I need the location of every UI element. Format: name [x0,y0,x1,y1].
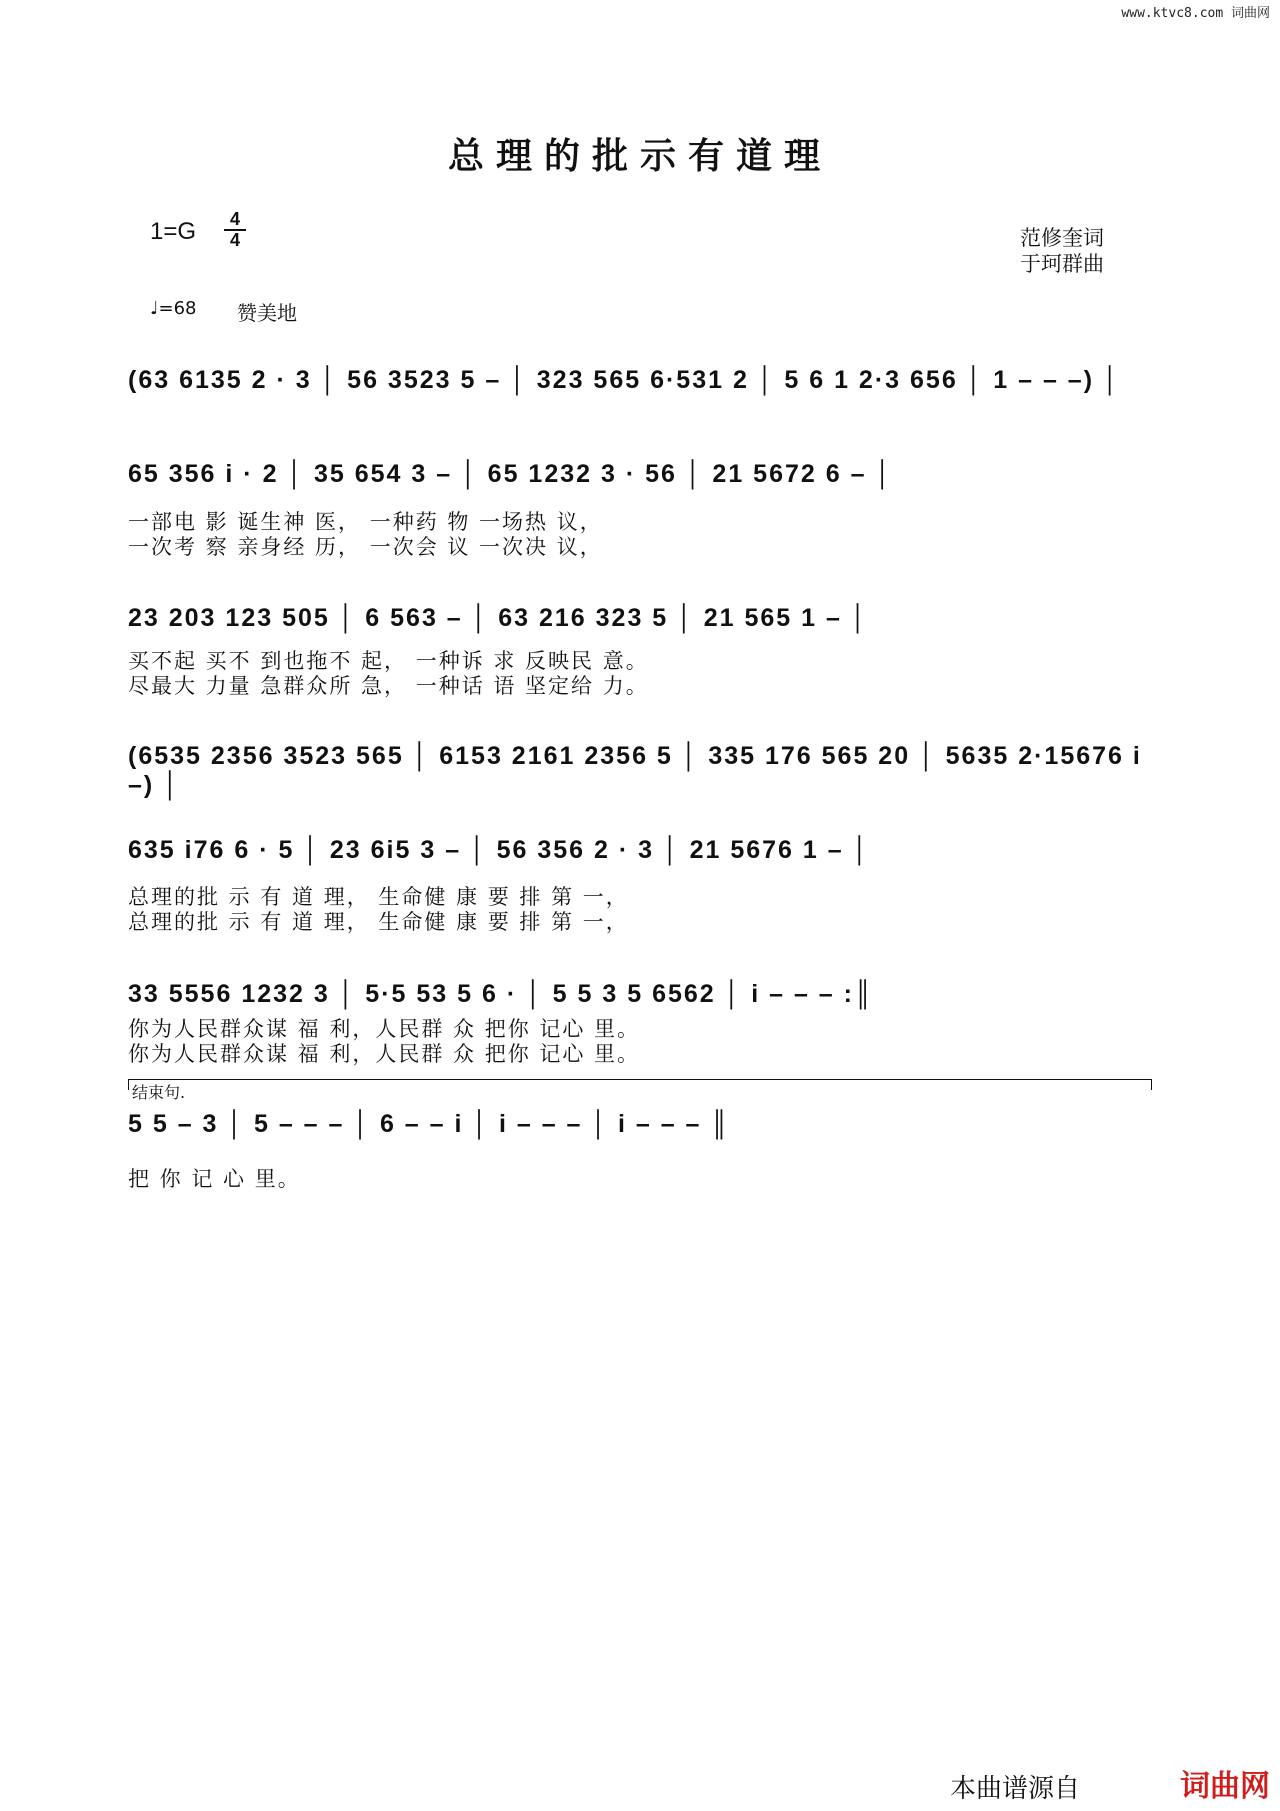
lyric-line-3-1: 买不起 买不 到也拖不 起， 一种诉 求 反映民 意。 [128,649,649,673]
lyric-line-6-1: 你为人民群众谋 福 利，人民群 众 把你 记心 里。 [128,1017,641,1041]
lyric-line-2-2: 一次考 察 亲身经 历， 一次会 议 一次决 议， [128,535,603,559]
staff-notes: 5 5 – 3 │ 5 – – – │ 6 – – i │ i – – – │ i – – – ║ [128,1110,731,1138]
lyric-line-2-1: 一部电 影 诞生神 医， 一种药 物 一场热 议， [128,510,603,534]
lyric-line-5-1: 总理的批 示 有 道 理， 生命健 康 要 排 第 一， [128,885,629,909]
key-signature: 1=G [150,218,197,245]
lyricist: 范修奎词 [1020,226,1104,250]
song-title: 总理的批示有道理 [447,135,832,177]
staff-notes: 635 i76 6 · 5 │ 23 6i5 3 – │ 56 356 2 · 3 │ 21 5676 1 – │ [128,836,871,864]
staff-notes: 33 5556 1232 3 │ 5·5 53 5 6 · │ 5 5 3 5 6562 │ i – – – :║ [128,980,874,1008]
tempo-marking: ♩=68 [150,298,197,319]
ending-label: 结束句. [132,1083,186,1102]
lyric-line-3-2: 尽最大 力量 急群众所 急， 一种话 语 坚定给 力。 [128,674,649,698]
time-signature-denominator: 4 [229,230,240,250]
time-signature [224,210,246,250]
lyric-line-5-2: 总理的批 示 有 道 理， 生命健 康 要 排 第 一， [128,910,629,934]
site-url: www.ktvc8.com 词曲网 [1121,6,1270,21]
expression-marking: 赞美地 [237,301,297,325]
staff-notes: 65 356 i · 2 │ 35 654 3 – │ 65 1232 3 · 56 │ 21 5672 6 – │ [128,460,894,488]
source-site-link[interactable]: 词曲网 [1180,1769,1270,1804]
composer: 于珂群曲 [1020,252,1104,276]
time-signature-numerator: 4 [224,210,246,231]
lyric-line-7-1: 把 你 记 心 里。 [128,1167,301,1191]
source-label: 本曲谱源自 [949,1774,1080,1804]
staff-notes: (6535 2356 3523 565 │ 6153 2161 2356 5 │ 335 176 565 20 │ 5635 2·15676 i –) │ [128,742,1142,799]
ending-bracket [128,1079,1152,1090]
staff-notes: 23 203 123 505 │ 6 563 – │ 63 216 323 5 │ 21 565 1 – │ [128,604,869,632]
staff-notes: (63 6135 2 · 3 │ 56 3523 5 – │ 323 565 6·531 2 │ 5 6 1 2·3 656 │ 1 – – –) │ [128,366,1121,394]
lyric-line-6-2: 你为人民群众谋 福 利，人民群 众 把你 记心 里。 [128,1042,641,1066]
